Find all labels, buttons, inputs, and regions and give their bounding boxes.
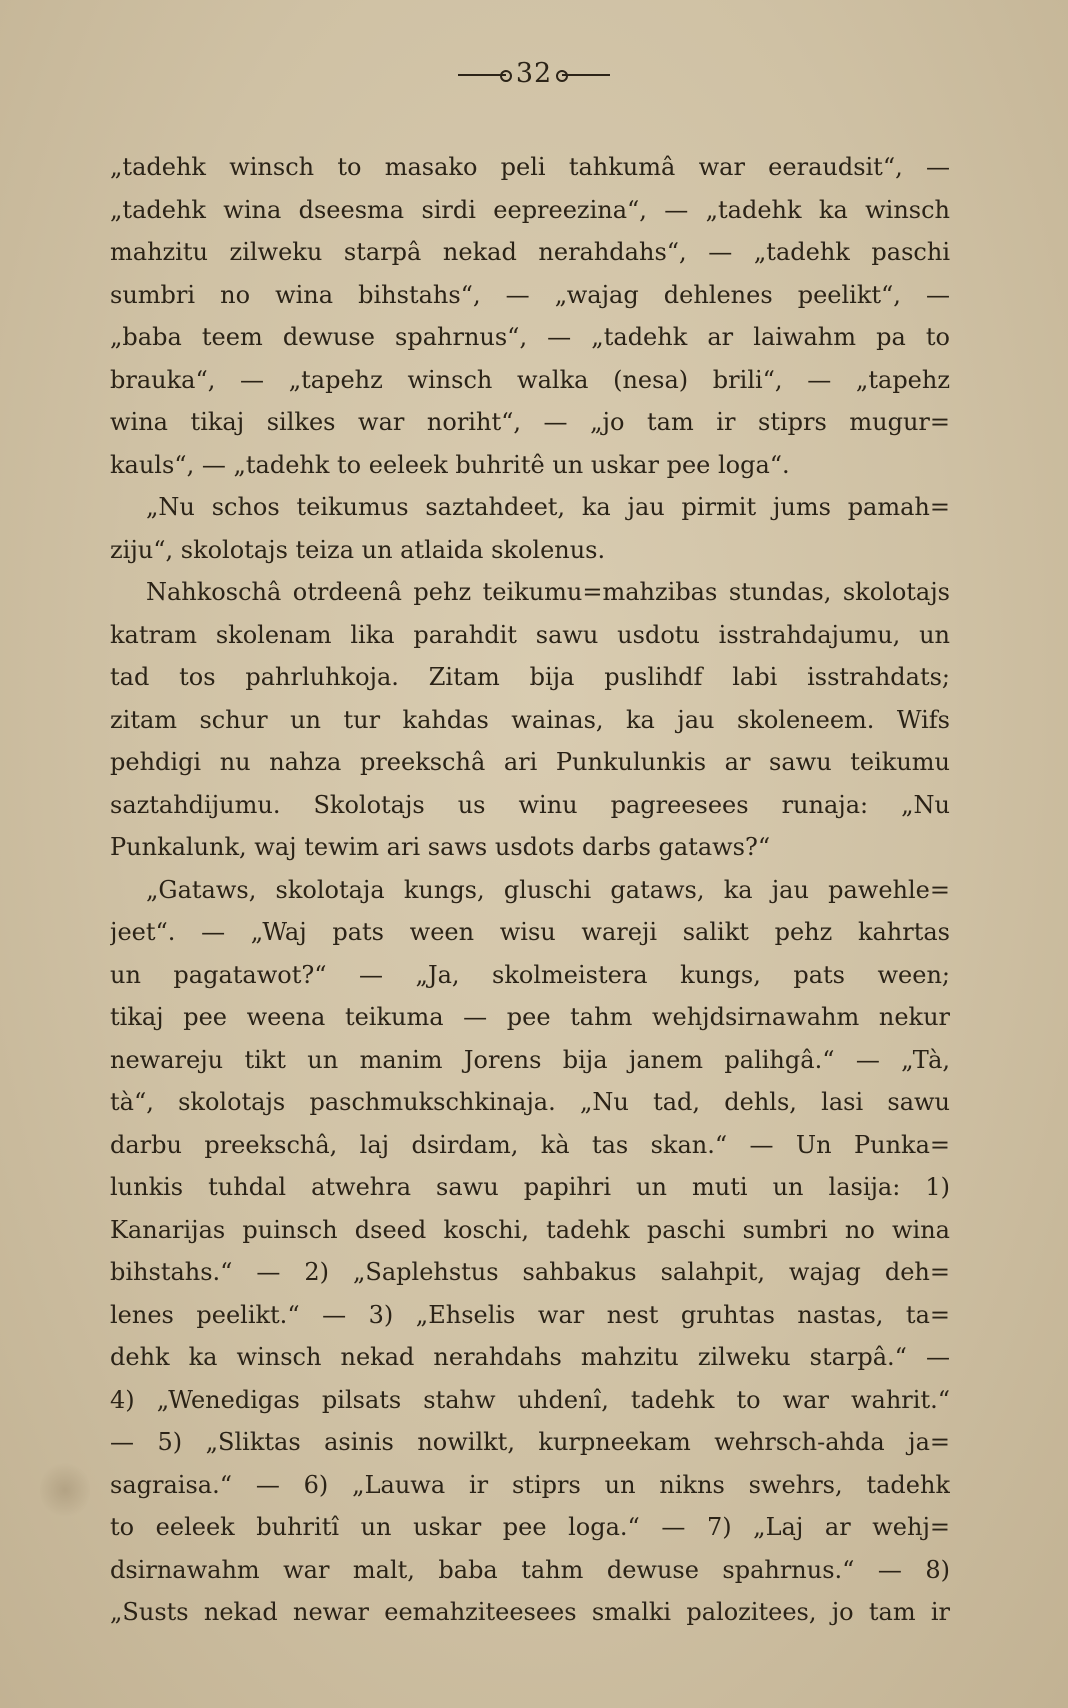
- text-line: tà“, skolotajs paschmukschkinaja. „Nu tad, dehls, lasi sawu: [110, 1088, 950, 1116]
- text-line: lenes peelikt.“ — 3) „Ehselis war nest gruhtas nastas, ta=: [110, 1300, 950, 1329]
- ornament-left-icon: [458, 74, 506, 76]
- text-line: Punkalunk, waj tewim ari saws usdots darbs gataws?“: [110, 833, 771, 861]
- text-line: bihstahs.“ — 2) „Saplehstus sahbakus salahpit, wajag deh=: [110, 1258, 950, 1286]
- text-line: kauls“, — „tadehk to eeleek buhritê un uskar pee loga“.: [110, 450, 790, 479]
- body-text: [110, 146, 950, 1634]
- text-line: to eeleek buhritî un uskar pee loga.“ — 7) „Laj ar wehj=: [110, 1513, 950, 1541]
- text-line: darbu preekschâ, laj dsirdam, kà tas skan.“ — Un Punka=: [110, 1130, 950, 1159]
- text-line: saztahdijumu. Skolotajs us winu pagreesees runaja: „Nu: [110, 790, 950, 819]
- text-line: dsirnawahm war malt, baba tahm dewuse spahrnus.“ — 8): [110, 1555, 950, 1584]
- text-line: 4) „Wenedigas pilsats stahw uhdenî, tadehk to war wahrit.“: [110, 1385, 950, 1414]
- ornament-right-icon: [562, 74, 610, 76]
- text-line: sagraisa.“ — 6) „Lauwa ir stiprs un nikns swehrs, tadehk: [110, 1470, 950, 1499]
- text-line: mahzitu zilweku starpâ nekad nerahdahs“, — „tadehk paschi: [110, 238, 950, 266]
- text-line: „tadehk wina dseesma sirdi eepreezina“, — „tadehk ka winsch: [110, 195, 950, 224]
- text-line: Kanarijas puinsch dseed koschi, tadehk paschi sumbri no wina: [110, 1215, 950, 1244]
- text-line: katram skolenam lika parahdit sawu usdotu isstrahdajumu, un: [110, 620, 950, 649]
- text-line: un pagatawot?“ — „Ja, skolmeistera kungs, pats ween;: [110, 960, 950, 989]
- text-line: newareju tikt un manim Jorens bija janem palihgâ.“ — „Tà,: [110, 1045, 950, 1074]
- text-line: „Gataws, skolotaja kungs, gluschi gataws, ka jau pawehle=: [146, 875, 950, 904]
- text-line: „Nu schos teikumus saztahdeet, ka jau pirmit jums pamah=: [146, 493, 950, 521]
- text-line: „Susts nekad newar eemahziteesees smalki palozitees, jo tam ir: [110, 1598, 950, 1626]
- text-line: brauka“, — „tapehz winsch walka (nesa) brili“, — „tapehz: [110, 365, 950, 394]
- page-header: [0, 58, 1068, 89]
- text-line: „baba teem dewuse spahrnus“, — „tadehk ar laiwahm pa to: [110, 323, 950, 351]
- page-number: 32: [515, 58, 553, 89]
- text-line: tikaj pee weena teikuma — pee tahm wehjdsirnawahm nekur: [110, 1003, 950, 1031]
- text-line: ziju“, skolotajs teiza un atlaida skolenus.: [110, 535, 606, 564]
- text-line: zitam schur un tur kahdas wainas, ka jau skoleneem. Wifs: [110, 705, 950, 734]
- text-line: — 5) „Sliktas asinis nowilkt, kurpneekam wehrsch-ahda ja=: [110, 1428, 950, 1456]
- text-line: Nahkoschâ otrdeenâ pehz teikumu=mahzibas stundas, skolotajs: [146, 578, 950, 606]
- text-line: jeet“. — „Waj pats ween wisu wareji salikt pehz kahrtas: [110, 918, 950, 946]
- text-line: pehdigi nu nahza preekschâ ari Punkulunkis ar sawu teikumu: [110, 748, 950, 776]
- text-line: sumbri no wina bihstahs“, — „wajag dehlenes peelikt“, —: [110, 280, 950, 309]
- text-line: dehk ka winsch nekad nerahdahs mahzitu zilweku starpâ.“ —: [110, 1343, 950, 1371]
- text-line: lunkis tuhdal atwehra sawu papihri un muti un lasija: 1): [110, 1173, 950, 1201]
- text-line: wina tikaj silkes war noriht“, — „jo tam ir stiprs mugur=: [110, 408, 950, 436]
- text-line: „tadehk winsch to masako peli tahkumâ war eeraudsit“, —: [110, 153, 950, 181]
- paper-stain: [40, 1460, 90, 1520]
- text-line: tad tos pahrluhkoja. Zitam bija puslihdf labi isstrahdats;: [110, 663, 950, 691]
